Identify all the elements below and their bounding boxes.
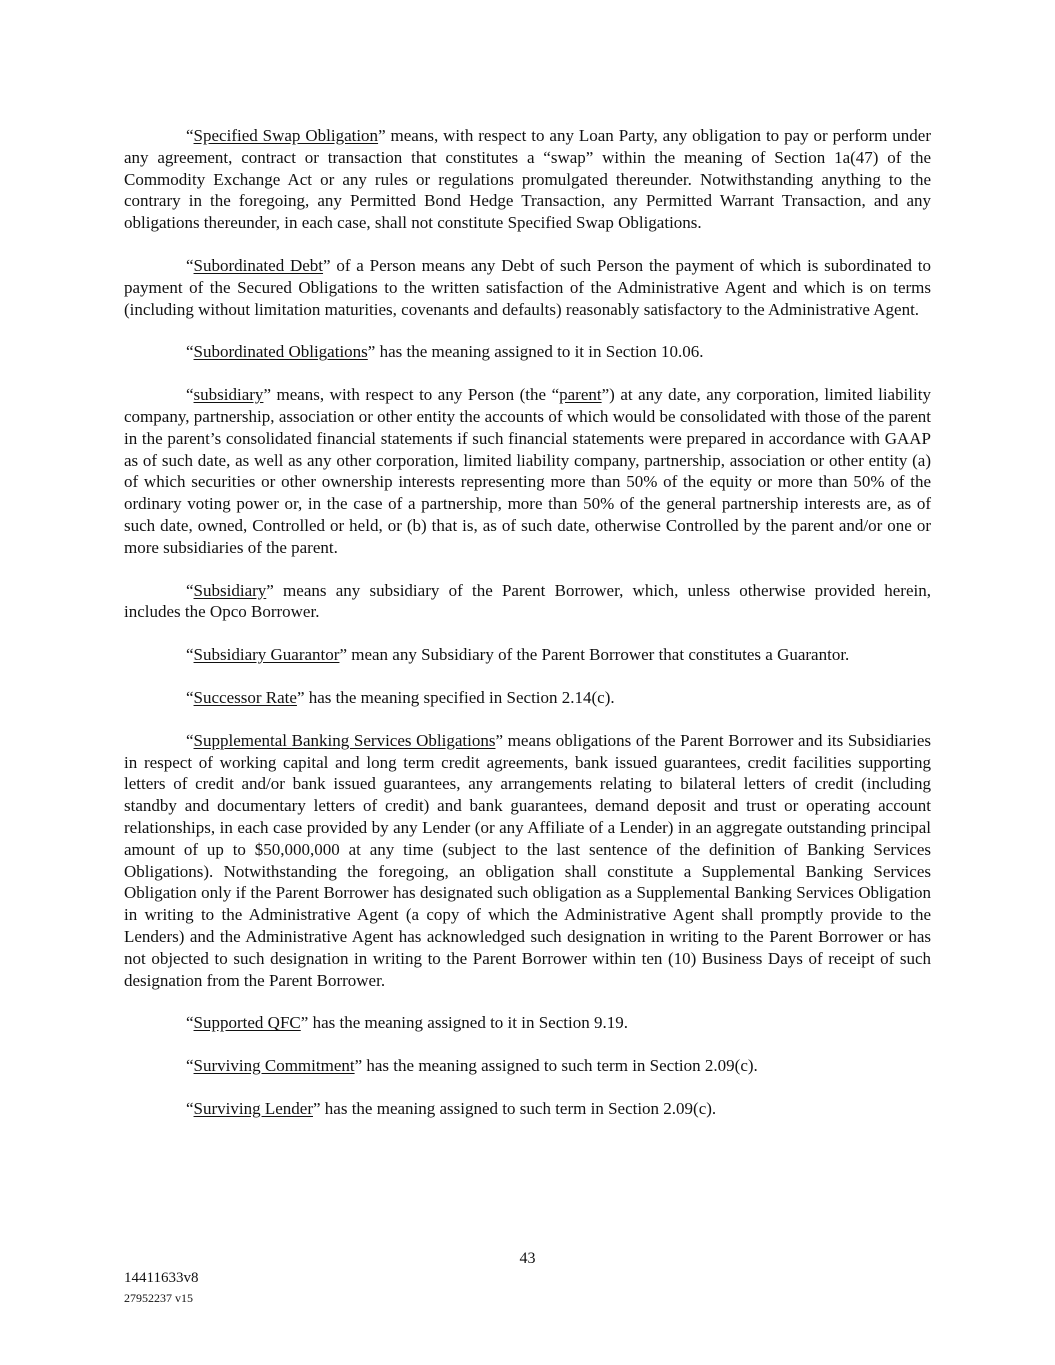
document-body <box>124 125 931 1141</box>
definition-text: means, with respect to any Person (the “ <box>270 385 560 405</box>
defined-term: Subsidiary Guarantor <box>193 645 340 665</box>
defined-term: Supplemental Banking Services Obligations <box>193 730 496 750</box>
defined-term: Subordinated Obligations <box>193 342 368 362</box>
defined-term: Supported QFC <box>193 1013 301 1033</box>
definition-paragraph: “Surviving Lender” has the meaning assigned to such term in Section 2.09(c). <box>186 1098 717 1118</box>
definition-paragraph: “subsidiary” means, with respect to any Person (the “parent”) at any date, any corporation, limited liability company, partnership, association or other entity the accounts of which would be consolidated with those of the parent in the parent’s consolidated financial statements if such financial statements were prepared in accordance with GAAP as of such date, as well as any other corporation, limited liability company, partnership, association or other entity (a) of which securities or other ownership interests representing more than 50% of the equity or more than 50% of the ordinary voting power or, in the case of a partnership, more than 50% of the general partnership interests are, as of such date, owned, Controlled or held, or (b) that is, as of such date, otherwise Controlled by the parent and/or one or more subsidiaries of the parent. <box>124 385 931 557</box>
definition-text: has the meaning assigned to it in Section 10.06. <box>375 342 704 362</box>
defined-term-inline: parent <box>559 385 602 405</box>
definition-paragraph: “Successor Rate” has the meaning specified in Section 2.14(c). <box>186 687 615 707</box>
definition-text: means any subsidiary of the Parent Borrower, which, unless otherwise provided herein, includes the Opco Borrower. <box>124 580 931 622</box>
definition-paragraph: “Specified Swap Obligation” means, with respect to any Loan Party, any obligation to pay or perform under any agreement, contract or transaction that constitutes a “swap” within the meaning of Section 1a(47) of the Commodity Exchange Act or any rules or regulations promulgated thereunder. Notwithstanding anything to the contrary in the foregoing, any Permitted Bond Hedge Transaction, any Permitted Warrant Transaction, and any obligations thereunder, in each case, shall not constitute Specified Swap Obligations. <box>124 126 931 233</box>
definition-text: means obligations of the Parent Borrower and its Subsidiaries in respect of working capital and long term credit agreements, bank issued guarantees, credit facilities supporting letters of credit and/or bank issued guarantees, any arrangements relating to bilateral letters of credit (including standby and documentary letters of credit) and bank guarantees, demand deposit and trust or operating account relationships, in each case provided by any Lender (or any Affiliate of a Lender) in an aggregate outstanding principal amount of up to $50,000,000 at any time (subject to the last sentence of the definition of Banking Services Obligations). Notwithstanding the foregoing, an obligation shall constitute a Supplemental Banking Services Obligation only if the Parent Borrower has designated such obligation as a Supplemental Banking Services Obligation in writing to the Administrative Agent (a copy of which the Administrative Agent shall promptly provide to the Lenders) and the Administrative Agent has acknowledged such designation in writing to the Parent Borrower or has not objected to such designation in writing to the Parent Borrower within ten (10) Business Days of receipt of such designation from the Parent Borrower. <box>124 730 931 990</box>
definition-text: has the meaning specified in Section 2.14(c). <box>304 687 615 707</box>
defined-term: Successor Rate <box>193 687 297 707</box>
definition-paragraph: “Supplemental Banking Services Obligations” means obligations of the Parent Borrower and its Subsidiaries in respect of working capital and long term credit agreements, bank issued guarantees, credit facilities supporting letters of credit and/or bank issued guarantees, any arrangements relating to bilateral letters of credit (including standby and documentary letters of credit) and bank guarantees, demand deposit and trust or operating account relationships, in each case provided by any Lender (or any Affiliate of a Lender) in an aggregate outstanding principal amount of up to $50,000,000 at any time (subject to the last sentence of the definition of Banking Services Obligations). Notwithstanding the foregoing, an obligation shall constitute a Supplemental Banking Services Obligation only if the Parent Borrower has designated such obligation as a Supplemental Banking Services Obligation in writing to the Administrative Agent (a copy of which the Administrative Agent shall promptly provide to the Lenders) and the Administrative Agent has acknowledged such designation in writing to the Parent Borrower or has not objected to such designation in writing to the Parent Borrower within ten (10) Business Days of receipt of such designation from the Parent Borrower. <box>124 730 931 990</box>
definition-text: mean any Subsidiary of the Parent Borrower that constitutes a Guarantor. <box>346 645 850 665</box>
defined-term: Subordinated Debt <box>193 255 324 275</box>
defined-term: Specified Swap Obligation <box>193 126 379 145</box>
document-id-secondary: 27952237 v15 <box>124 1291 193 1305</box>
definition-paragraph: “Subsidiary Guarantor” mean any Subsidiary of the Parent Borrower that constitutes a Guarantor. <box>186 645 850 665</box>
definition-paragraph: “Subordinated Debt” of a Person means any Debt of such Person the payment of which is subordinated to payment of the Secured Obligations to the written satisfaction of the Administrative Agent and which is on terms (including without limitation maturities, covenants and defaults) reasonably satisfactory to the Administrative Agent. <box>124 255 931 319</box>
defined-term: Subsidiary <box>193 580 267 600</box>
definition-paragraph: “Subsidiary” means any subsidiary of the Parent Borrower, which, unless otherwise provided herein, includes the Opco Borrower. <box>124 580 931 622</box>
defined-term: Surviving Commitment <box>193 1056 355 1076</box>
definition-text: ”) at any date, any corporation, limited liability company, partnership, association or other entity the accounts of which would be consolidated with those of the parent in the parent’s consolidated financial statements if such financial statements were prepared in accordance with GAAP as of such date, as well as any other corporation, limited liability company, partnership, association or other entity (a) of which securities or other ownership interests representing more than 50% of the equity or more than 50% of the ordinary voting power or, in the case of a partnership, more than 50% of the general partnership interests are, as of such date, owned, Controlled or held, or (b) that is, as of such date, otherwise Controlled by the parent and/or one or more subsidiaries of the parent. <box>124 385 931 557</box>
definition-text: has the meaning assigned to such term in Section 2.09(c). <box>320 1098 717 1118</box>
definition-paragraph: “Subordinated Obligations” has the meaning assigned to it in Section 10.06. <box>186 342 704 362</box>
definition-text: has the meaning assigned to such term in Section 2.09(c). <box>362 1056 758 1076</box>
defined-term: Surviving Lender <box>193 1098 313 1118</box>
document-id: 14411633v8 <box>124 1270 199 1286</box>
definition-paragraph: “Surviving Commitment” has the meaning assigned to such term in Section 2.09(c). <box>186 1056 758 1076</box>
definition-text: means, with respect to any Loan Party, any obligation to pay or perform under any agreement, contract or transaction that constitutes a “swap” within the meaning of Section 1a(47) of the Commodity Exchange Act or any rules or regulations promulgated thereunder. Notwithstanding anything to the contrary in the foregoing, any Permitted Bond Hedge Transaction, any Permitted Warrant Transaction, and any obligations thereunder, in each case, shall not constitute Specified Swap Obligations. <box>124 126 931 233</box>
definition-paragraph: “Supported QFC” has the meaning assigned to it in Section 9.19. <box>186 1013 628 1033</box>
definition-text: of a Person means any Debt of such Person the payment of which is subordinated to payment of the Secured Obligations to the written satisfaction of the Administrative Agent and which is on terms (including without limitation maturities, covenants and defaults) reasonably satisfactory to the Administrative Agent. <box>124 255 931 319</box>
defined-term: subsidiary <box>193 385 264 405</box>
definition-text: has the meaning assigned to it in Section 9.19. <box>308 1013 628 1033</box>
page-number: 43 <box>519 1250 536 1267</box>
